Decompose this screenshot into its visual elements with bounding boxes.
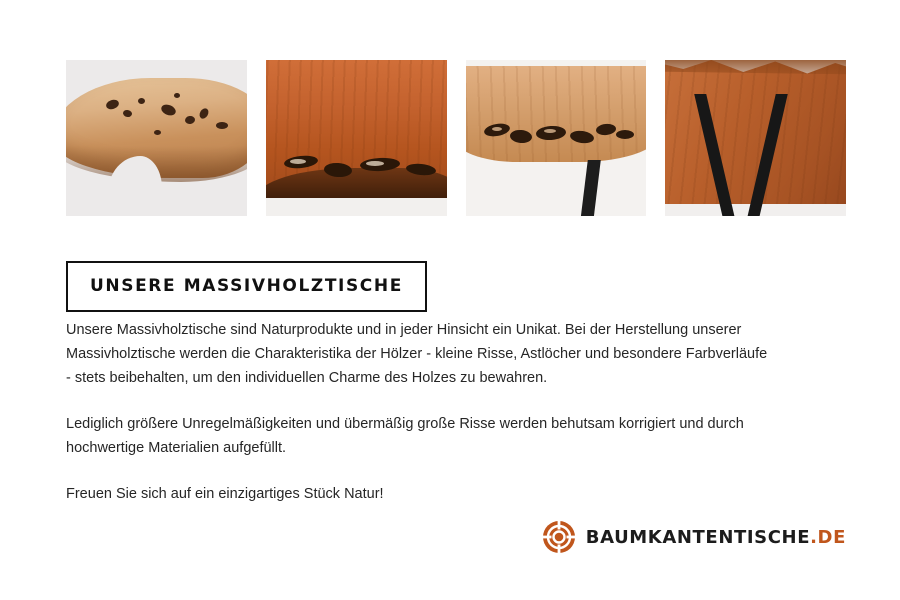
photo-sanded-slab-with-knots <box>66 60 247 216</box>
brand-wordmark <box>586 527 846 548</box>
body-copy <box>66 318 772 506</box>
crack-mark <box>616 130 634 139</box>
table-leg-shape <box>580 160 601 216</box>
image-gallery <box>66 60 846 216</box>
tabletop-shape <box>466 66 647 162</box>
photo-plank-with-dark-live-edge <box>266 60 447 216</box>
knot-mark <box>174 93 180 98</box>
page-title: UNSERE MASSIVHOLZTISCHE <box>90 276 403 296</box>
brand-logo <box>542 520 846 554</box>
photo-background-base <box>266 198 447 216</box>
knot-mark <box>154 130 161 135</box>
brand-tld: .DE <box>810 526 846 548</box>
paragraph-3: Freuen Sie sich auf ein einzigartiges Stück Natur! <box>66 486 384 502</box>
paragraph-2: Lediglich größere Unregelmäßigkeiten und übermäßig große Risse werden behutsam korrigiert und durch hochwertige Materialien aufgefüllt. <box>66 416 744 456</box>
crack-fill-mark <box>366 161 384 166</box>
headline-box <box>66 261 427 312</box>
photo-slab-with-black-trestle-leg <box>665 60 846 216</box>
crack-fill-mark <box>290 159 306 164</box>
knot-mark <box>138 98 145 104</box>
crack-fill-mark <box>544 129 556 133</box>
knot-mark <box>216 122 228 129</box>
crack-fill-mark <box>492 127 502 131</box>
photo-tabletop-with-filled-cracks <box>466 60 647 216</box>
paragraph-1: Unsere Massivholztische sind Naturprodukte und in jeder Hinsicht ein Unikat. Bei der Herstellung unserer Massivholztische werden die Charakteristika der Hölzer - kleine Risse, Astlöcher und besondere Farbverläufe - stets beibehalten, um den individuellen Charme des Holzes zu bewahren. <box>66 322 768 386</box>
ring-logo-icon <box>542 520 576 554</box>
brand-name: BAUMKANTENTISCHE <box>585 526 811 548</box>
